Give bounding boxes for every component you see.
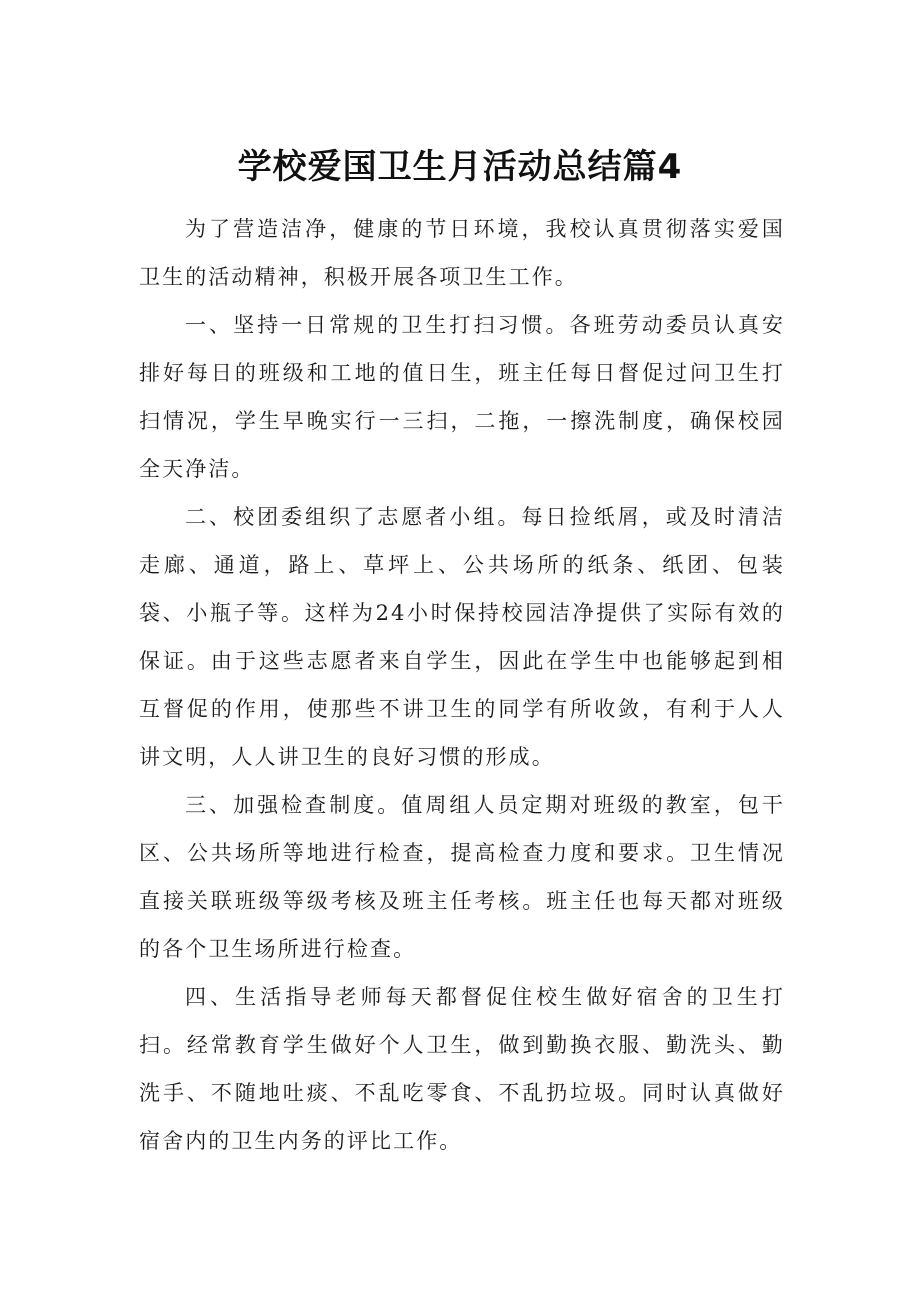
paragraph-section-3: 三、加强检查制度。值周组人员定期对班级的教室，包干区、公共场所等地进行检查，提高检查力度和要求。卫生情况直接关联班级等级考核及班主任考核。班主任也每天都对班级的各个卫生场所进行检查。 xyxy=(139,793,785,961)
paragraph-intro: 为了营造洁净，健康的节日环境，我校认真贯彻落实爱国卫生的活动精神，积极开展各项卫生工作。 xyxy=(139,217,785,289)
document-body xyxy=(139,205,785,1165)
paragraph-section-2: 二、校团委组织了志愿者小组。每日捡纸屑，或及时清洁走廊、通道，路上、草坪上、公共场所的纸条、纸团、包装袋、小瓶子等。这样为24小时保持校园洁净提供了实际有效的保证。由于这些志愿者来自学生，因此在学生中也能够起到相互督促的作用，使那些不讲卫生的同学有所收敛，有利于人人讲文明，人人讲卫生的良好习惯的形成。 xyxy=(139,505,785,769)
paragraph-section-4: 四、生活指导老师每天都督促住校生做好宿舍的卫生打扫。经常教育学生做好个人卫生，做到勤换衣服、勤洗头、勤洗手、不随地吐痰、不乱吃零食、不乱扔垃圾。同时认真做好宿舍内的卫生内务的评比工作。 xyxy=(139,985,785,1153)
paragraph-section-1: 一、坚持一日常规的卫生打扫习惯。各班劳动委员认真安排好每日的班级和工地的值日生，班主任每日督促过问卫生打扫情况，学生早晚实行一三扫，二拖，一擦洗制度，确保校园全天净洁。 xyxy=(139,313,785,481)
document-title: 学校爱国卫生月活动总结篇4 xyxy=(237,147,683,187)
